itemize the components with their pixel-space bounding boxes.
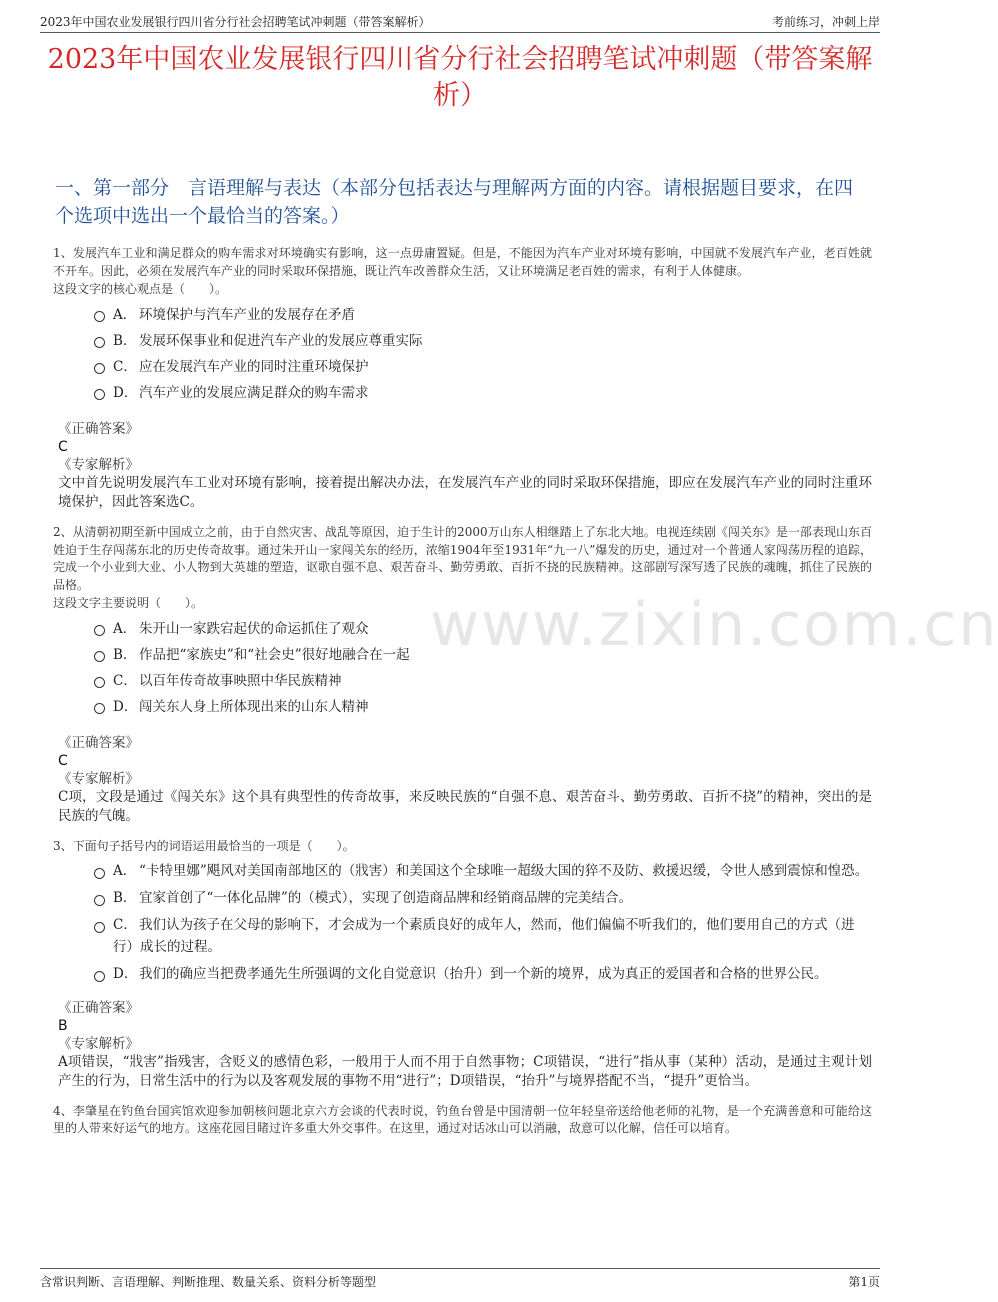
option-letter: B． — [113, 647, 137, 663]
option-text: 应在发展汽车产业的同时注重环境保护 — [139, 359, 369, 375]
header-doc-title: 2023年中国农业发展银行四川省分行社会招聘笔试冲刺题（带答案解析） — [40, 15, 431, 29]
option-letter: B． — [113, 333, 137, 349]
options-list — [91, 860, 872, 985]
option-a[interactable] — [91, 616, 872, 642]
option-b[interactable] — [91, 328, 872, 354]
radio-icon[interactable] — [94, 651, 105, 662]
option-text: 发展环保事业和促进汽车产业的发展应尊重实际 — [139, 333, 423, 349]
section-heading: 一、第一部分 言语理解与表达（本部分包括表达与理解两方面的内容。请根据题目要求，在四个选项中选出一个最恰当的答案。） — [55, 177, 854, 227]
option-text: 以百年传奇故事映照中华民族精神 — [139, 673, 342, 689]
option-text: 我们的确应当把费孝通先生所强调的文化自觉意识（抬升）到一个新的境界，成为真正的爱国者和合格的世界公民。 — [139, 965, 828, 982]
radio-icon[interactable] — [94, 703, 105, 714]
option-d[interactable] — [91, 694, 872, 720]
option-c[interactable] — [91, 354, 872, 380]
radio-icon[interactable] — [94, 389, 105, 400]
answer-label: 《正确答案》 — [58, 421, 139, 437]
question-stem: 3、下面句子括号内的词语运用最恰当的一项是（ ）。 — [53, 839, 355, 853]
question-ask: 这段文字的核心观点是（ ）。 — [53, 282, 228, 296]
option-text: 闯关东人身上所体现出来的山东人精神 — [139, 699, 369, 715]
question-ask: 这段文字主要说明（ ）。 — [53, 596, 204, 610]
option-a[interactable] — [91, 302, 872, 328]
answer-value: C — [58, 753, 68, 769]
page-header — [40, 10, 880, 33]
option-text: 我们认为孩子在父母的影响下，才会成为一个素质良好的成年人，然而，他们偏偏不听我们的，他们要用自己的方式（进行）成长的过程。 — [113, 916, 855, 955]
option-d[interactable] — [91, 380, 872, 406]
question-1 — [53, 245, 872, 512]
footer-note: 含常识判断、言语理解、判断推理、数量关系、资料分析等题型 — [40, 1275, 377, 1289]
watermark: www.zixin.com.cn — [430, 590, 998, 660]
option-letter: A． — [113, 307, 137, 323]
option-letter: A． — [113, 862, 137, 879]
option-c[interactable] — [91, 668, 872, 694]
option-d[interactable] — [91, 963, 872, 985]
options-list — [91, 616, 872, 720]
radio-icon[interactable] — [94, 311, 105, 322]
answer-label: 《正确答案》 — [58, 735, 139, 751]
question-4 — [53, 1103, 872, 1138]
answer-value: C — [58, 439, 68, 455]
header-slogan: 考前练习，冲刺上岸 — [771, 15, 880, 29]
answer-label: 《正确答案》 — [58, 999, 139, 1016]
radio-icon[interactable] — [94, 895, 105, 906]
radio-icon[interactable] — [94, 922, 105, 933]
question-2 — [53, 524, 872, 826]
option-a[interactable] — [91, 860, 872, 882]
option-text: “卡特里娜”飓风对美国南部地区的（戕害）和美国这个全球唯一超级大国的猝不及防、救援迟缓，令世人感到震惊和惶恐。 — [139, 862, 869, 879]
radio-icon[interactable] — [94, 868, 105, 879]
option-letter: C． — [113, 916, 137, 933]
answer-block — [53, 734, 872, 826]
question-stem: 1、发展汽车工业和满足群众的购车需求对环境确实有影响，这一点毋庸置疑。但是，不能因为汽车产业对环境有影响，中国就不发展汽车产业，老百姓就不开车。因此，必须在发展汽车产业的同时采取环保措施，既让汽车改善群众生活，又让环境满足老百姓的需求，有利于人体健康。 — [53, 246, 872, 278]
analysis-label: 《专家解析》 — [58, 457, 139, 473]
page-number: 第1页 — [848, 1275, 880, 1289]
radio-icon[interactable] — [94, 677, 105, 688]
answer-block — [53, 420, 872, 512]
option-letter: B． — [113, 889, 137, 906]
question-stem: 4、李肇星在钓鱼台国宾馆欢迎参加朝核问题北京六方会谈的代表时说，钓鱼台曾是中国清朝一位年轻皇帝送给他老师的礼物，是一个充满善意和可能给这里的人带来好运气的地方。这座花园目睹过许多重大外交事件。在这里，通过对话冰山可以消融，敌意可以化解，信任可以培育。 — [53, 1103, 872, 1135]
questions-container — [53, 245, 872, 1150]
analysis-text: 文中首先说明发展汽车工业对环境有影响，接着提出解决办法，在发展汽车产业的同时采取环保措施，即应在发展汽车产业的同时注重环境保护，因此答案选C。 — [58, 475, 872, 510]
option-letter: D． — [113, 699, 138, 715]
answer-value: B — [58, 1017, 68, 1034]
option-letter: D． — [113, 385, 138, 401]
analysis-text: C项，文段是通过《闯关东》这个具有典型性的传奇故事，来反映民族的“自强不息、艰苦奋斗、勤劳勇敢、百折不挠”的精神，突出的是民族的气魄。 — [58, 789, 872, 824]
option-text: 宜家首创了“一体化品牌”的（模式），实现了创造商品牌和经销商品牌的完美结合。 — [139, 889, 633, 906]
radio-icon[interactable] — [94, 971, 105, 982]
option-text: 作品把“家族史”和“社会史”很好地融合在一起 — [139, 647, 410, 663]
option-letter: D． — [113, 965, 138, 982]
option-letter: C． — [113, 359, 137, 375]
option-letter: A． — [113, 621, 137, 637]
question-stem: 2、从清朝初期至新中国成立之前，由于自然灾害、战乱等原因，迫于生计的2000万山东人相继踏上了东北大地。电视连续剧《闯关东》是一部表现山东百姓迫于生存闯荡东北的历史传奇故事。通过朱开山一家闯关东的经历，浓缩1904年至1931年“九一八”爆发的历史，通过对一个普通人家闯荡历程的追踪，完成一个小业到大业、小人物到大英雄的塑造，讴歌自强不息、艰苦奋斗、勤劳勇敢、百折不挠的民族精神。这部剧写深写透了民族的魂魄，抓住了民族的品格。 — [53, 525, 872, 592]
radio-icon[interactable] — [94, 363, 105, 374]
options-list — [91, 302, 872, 406]
option-c[interactable] — [91, 914, 872, 958]
question-3 — [53, 838, 872, 1091]
option-text: 汽车产业的发展应满足群众的购车需求 — [139, 385, 369, 401]
analysis-label: 《专家解析》 — [58, 1035, 139, 1052]
option-b[interactable] — [91, 887, 872, 909]
analysis-text: A项错误，“戕害”指残害，含贬义的感情色彩，一般用于人而不用于自然事物；C项错误，“进行”指从事（某种）活动，是通过主观计划产生的行为，日常生活中的行为以及客观发展的事物不用“进行”；D项错误，“抬升”与境界搭配不当，“提升”更恰当。 — [58, 1053, 872, 1089]
radio-icon[interactable] — [94, 337, 105, 348]
radio-icon[interactable] — [94, 625, 105, 636]
analysis-label: 《专家解析》 — [58, 771, 139, 787]
option-b[interactable] — [91, 642, 872, 668]
option-text: 环境保护与汽车产业的发展存在矛盾 — [139, 307, 355, 323]
document-title: 2023年中国农业发展银行四川省分行社会招聘笔试冲刺题（带答案解析） — [47, 44, 873, 111]
option-text: 朱开山一家跌宕起伏的命运抓住了观众 — [139, 621, 369, 637]
page-footer — [40, 1268, 880, 1289]
option-letter: C． — [113, 673, 137, 689]
answer-block — [53, 999, 872, 1091]
